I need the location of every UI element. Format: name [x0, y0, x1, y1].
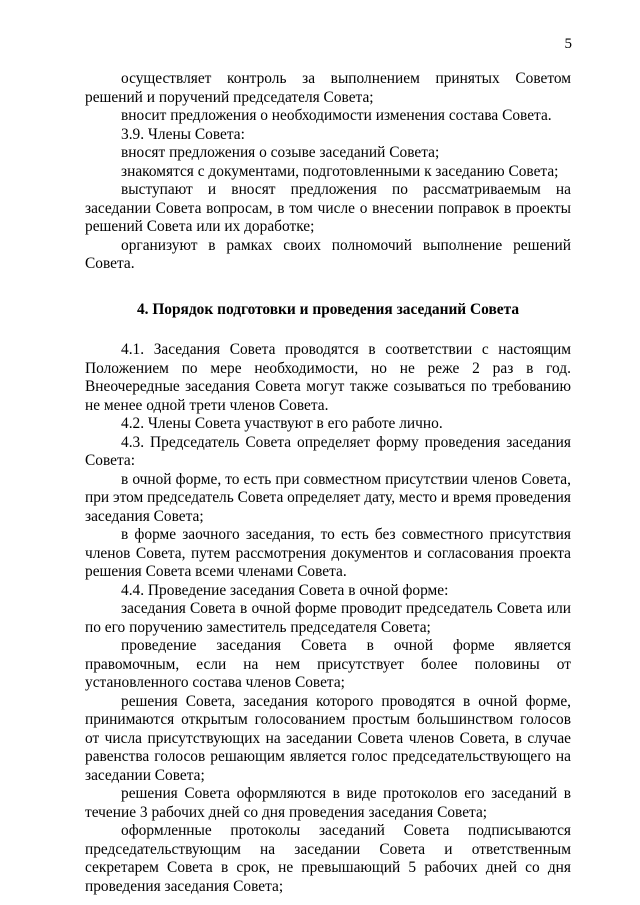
paragraph: 4.4. Проведение заседания Совета в очной форме: — [121, 581, 449, 599]
paragraph: выступают и вносят предложения по рассматриваемым на заседании Совета вопросам, в том числе о внесении поправок в проекты решений Совета или их доработке; — [85, 181, 571, 235]
paragraph: решения Совета оформляются в виде протоколов его заседаний в течение 3 рабочих дней со дня проведения заседания Совета; — [85, 785, 571, 821]
paragraph: решения Совета, заседания которого проводятся в очной форме, принимаются открытым голосованием простым большинством голосов от числа присутствующих на заседании Совета членов Совета, в случае равенства голосов решающим является голос председательствующего на заседании Совета; — [85, 692, 571, 784]
paragraph: 4.3. Председатель Совета определяет форму проведения заседания Совета: — [85, 433, 571, 469]
section-4-body — [85, 341, 571, 896]
page-number: 5 — [564, 36, 572, 52]
paragraph: вносят предложения о созыве заседаний Совета; — [121, 144, 440, 161]
paragraph: заседания Совета в очной форме проводит председатель Совета или по его поручению заместитель председателя Совета; — [85, 600, 571, 636]
paragraph: вносит предложения о необходимости изменения состава Совета. — [121, 107, 552, 124]
paragraph: 3.9. Члены Совета: — [121, 125, 245, 143]
paragraph: в очной форме, то есть при совместном присутствии членов Совета, при этом председатель Совета определяет дату, место и время проведения заседания Совета; — [85, 470, 571, 525]
paragraph: 4.1. Заседания Совета проводятся в соответствии с настоящим Положением по мере необходимости, но не реже 2 раз в год. Внеочередные заседания Совета могут также созываться по требованию не менее одной трети членов Совета. — [85, 341, 571, 414]
paragraph: 4.2. Члены Совета участвуют в его работе лично. — [121, 415, 443, 432]
paragraph: в форме заочного заседания, то есть без совместного присутствия членов Совета, путем рассмотрения документов и согласования проекта решения Совета всеми членами Совета. — [85, 526, 571, 580]
paragraph: организуют в рамках своих полномочий выполнение решений Совета. — [85, 236, 571, 272]
paragraph: проведение заседания Совета в очной форме является правомочным, если на нем присутствует более половины от установленного состава членов Совета; — [85, 637, 571, 691]
paragraph: осуществляет контроль за выполнением принятых Советом решений и поручений председателя Совета; — [85, 70, 571, 106]
document-body — [85, 70, 571, 896]
section-4-heading: 4. Порядок подготовки и проведения заседаний Совета — [136, 300, 520, 318]
section-3-tail — [85, 70, 571, 274]
paragraph: знакомятся с документами, подготовленными к заседанию Совета; — [121, 162, 559, 180]
paragraph: оформленные протоколы заседаний Совета подписываются председательствующим на заседании Совета и ответственным секретарем Совета в срок, не превышающий 5 рабочих дней со дня проведения заседания Совета; — [85, 822, 571, 895]
